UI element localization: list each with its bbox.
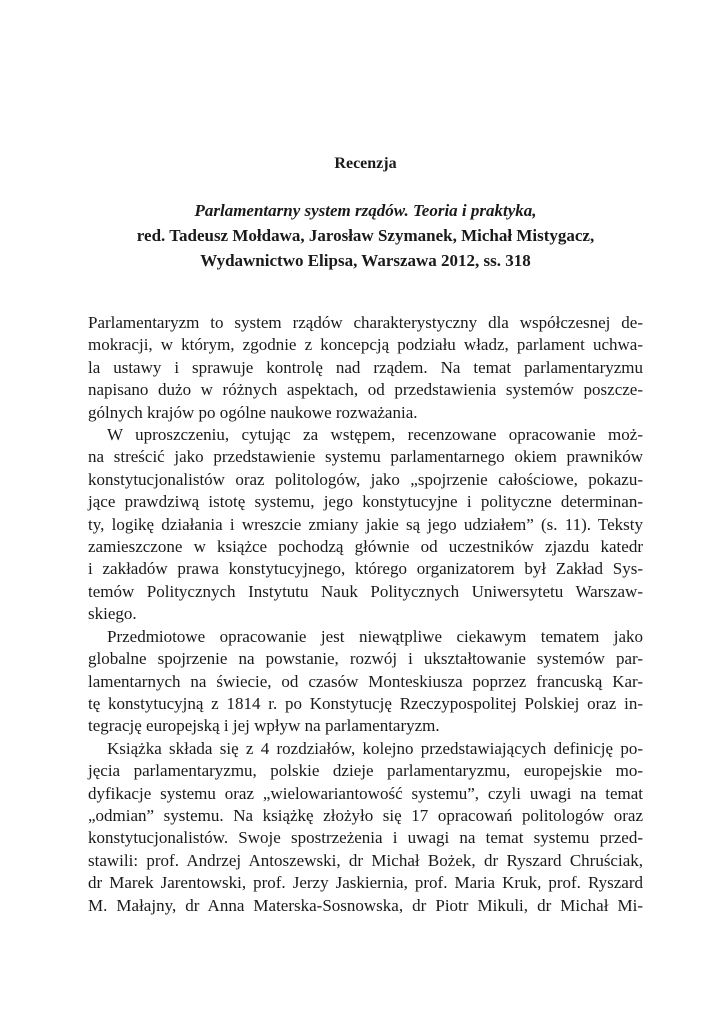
book-publisher: Wydawnictwo Elipsa, Warszawa 2012, ss. 318 <box>200 251 531 270</box>
text-line: i zakładów prawa konstytucyjnego, którego organizatorem był Zakład Sys- <box>88 559 643 579</box>
text-line: dyfikacje systemu oraz „wielowariantowość systemu”, czyli uwagi na temat <box>88 783 643 803</box>
text-line: napisano dużo w różnych aspektach, od przedstawienia systemów poszcze- <box>88 380 643 400</box>
review-heading <box>88 198 643 273</box>
paragraph <box>88 424 643 626</box>
text-line: stawili: prof. Andrzej Antoszewski, dr Michał Bożek, dr Ryszard Chruściak, <box>88 850 643 870</box>
text-line: tegrację europejską i jej wpływ na parlamentaryzm. <box>88 716 440 736</box>
text-line: konstytucjonalistów oraz politologów, jako „spojrzenie całościowe, pokazu- <box>88 469 643 489</box>
text-line: zamieszczone w książce pochodzą głównie od uczestników zjazdu katedr <box>88 537 643 557</box>
text-line: tę konstytucyjną z 1814 r. po Konstytucję Rzeczypospolitej Polskiej oraz in- <box>88 693 643 713</box>
text-line: jęcia parlamentaryzmu, polskie dzieje parlamentaryzmu, europejskie mo- <box>88 761 643 781</box>
section-label: Recenzja <box>334 155 397 172</box>
book-editors: red. Tadeusz Mołdawa, Jarosław Szymanek, Michał Mistygacz, <box>136 226 595 245</box>
text-line: Książka składa się z 4 rozdziałów, kolejno przedstawiających definicję po- <box>107 738 643 758</box>
paragraph <box>88 738 643 917</box>
review-body <box>88 312 643 917</box>
text-line: „odmian” systemu. Na książkę złożyło się 17 opracowań politologów oraz <box>88 805 643 825</box>
book-title: Parlamentarny system rządów. Teoria i praktyka, <box>194 201 537 220</box>
text-line: jące prawdziwą istotę systemu, jego konstytucyjne i polityczne determinan- <box>88 492 643 512</box>
text-line: M. Małajny, dr Anna Materska-Sosnowska, dr Piotr Mikuli, dr Michał Mi- <box>88 895 643 915</box>
text-line: temów Politycznych Instytutu Nauk Politycznych Uniwersytetu Warszaw- <box>88 581 643 601</box>
paragraph <box>88 626 643 738</box>
text-line: Parlamentaryzm to system rządów charakterystyczny dla współczesnej de- <box>88 313 643 332</box>
text-line: konstytucjonalistów. Swoje spostrzeżenia i uwagi na temat systemu przed- <box>88 828 643 848</box>
text-line: la ustawy i sprawuje kontrolę nad rządem. Na temat parlamentaryzmu <box>88 357 643 377</box>
paragraph <box>88 312 643 424</box>
text-line: mokracji, w którym, zgodnie z koncepcją podziału władz, parlament uchwa- <box>88 335 643 355</box>
text-line: Przedmiotowe opracowanie jest niewątpliwe ciekawym tematem jako <box>107 626 643 646</box>
text-line: lamentarnych na świecie, od czasów Monteskiusza poprzez francuską Kar- <box>88 671 643 691</box>
text-line: W uproszczeniu, cytując za wstępem, recenzowane opracowanie moż- <box>107 425 643 445</box>
text-line: globalne spojrzenie na powstanie, rozwój i ukształtowanie systemów par- <box>88 649 643 669</box>
text-line: gólnych krajów po ogólne naukowe rozważania. <box>88 402 418 422</box>
text-line: skiego. <box>88 604 137 624</box>
text-line: na streścić jako przedstawienie systemu parlamentarnego okiem prawników <box>88 447 643 467</box>
text-line: ty, logikę działania i wreszcie zmiany jakie są jego udziałem” (s. 11). Teksty <box>88 514 643 534</box>
text-line: dr Marek Jarentowski, prof. Jerzy Jaskiernia, prof. Maria Kruk, prof. Ryszard <box>88 873 643 893</box>
